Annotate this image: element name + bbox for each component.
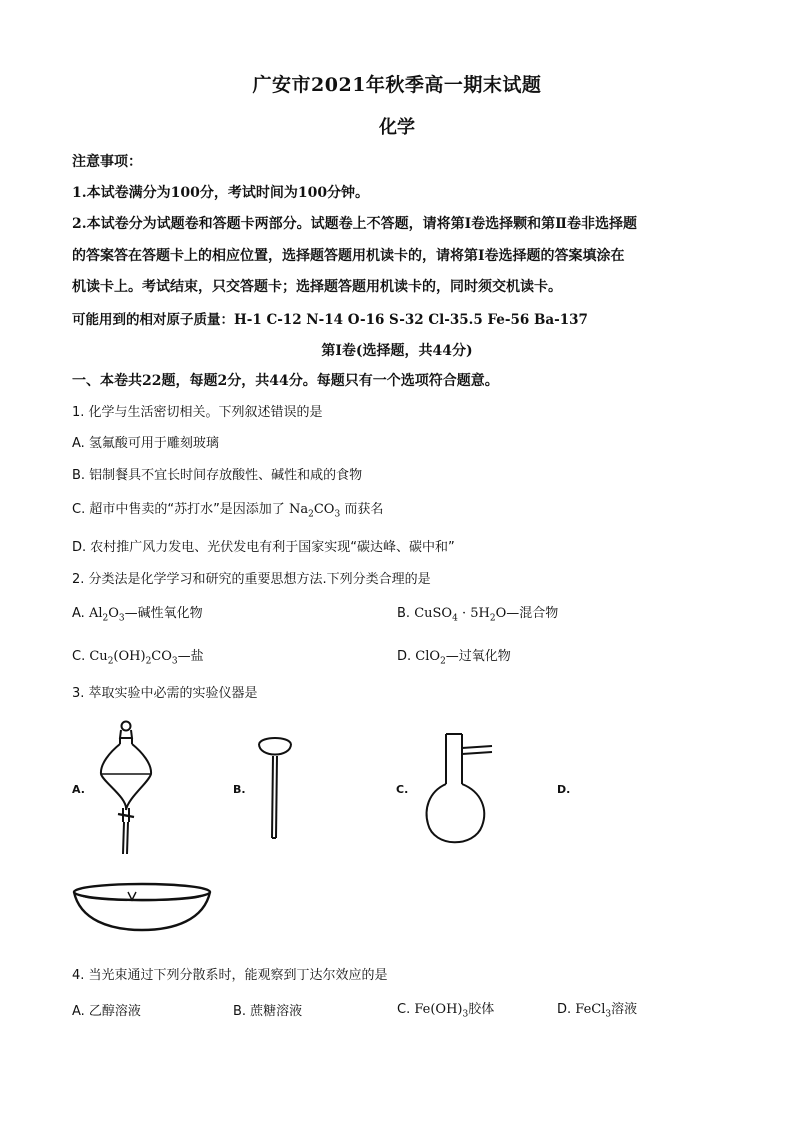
q4-option-d: D. FeCl$_3$溶液 [557,1002,638,1020]
notice-line-2a: 2.本试卷分为试题卷和答题卡两部分。试题卷上不答题，请将第Ⅰ卷选择颗和第Ⅱ卷非选择题 [72,216,637,232]
notice-heading: 注意事项： [72,154,142,170]
q1-option-a: A. 氢氟酸可用于雕刻玻璃 [72,436,219,451]
q2-option-d: D. ClO$_2$—过氧化物 [397,649,511,667]
q1-stem: 1. 化学与生活密切相关。下列叙述错误的是 [72,405,323,420]
page-title: 广安市2021年秋季高一期末试题 [252,74,542,96]
q3-option-a-label: A. [72,783,85,796]
section-instruction: 一、本卷共22题，每题2分，共44分。每题只有一个选项符合题意。 [72,373,499,389]
section-heading: 第Ⅰ卷(选择题，共44分) [321,343,473,359]
evaporating-dish-icon [70,876,214,934]
q1-option-c-suffix: 而获名 [344,502,384,517]
q4-option-a: A. 乙醇溶液 [72,1004,141,1019]
q2-stem: 2. 分类法是化学学习和研究的重要思想方法.下列分类合理的是 [72,572,431,587]
q3-option-d-label: D. [557,783,571,796]
q1-option-c [72,498,383,520]
q1-option-c-prefix: C. 超市中售卖的“苏打水”是因添加了 [72,502,285,517]
subject-title: 化学 [379,117,415,138]
q3-stem: 3. 萃取实验中必需的实验仪器是 [72,686,258,701]
q2-option-b: B. CuSO$_4$ · $5H_2O—$混合物 [397,606,559,624]
distilling-flask-icon [422,732,494,850]
q3-option-b-label: B. [233,783,246,796]
q3-option-c-label: C. [396,783,409,796]
q4-option-b: B. 蔗糖溶液 [233,1004,303,1019]
q1-option-d: D. 农村推广风力发电、光伏发电有利于国家实现“碳达峰、碳中和” [72,540,455,555]
q2-option-a: A. $Al_2O_3—$碱性氧化物 [72,606,203,624]
notice-line-2b: 的答案答在答题卡上的相应位置，选择题答题用机读卡的，请将第Ⅰ卷选择题的答案填涂在 [72,248,625,264]
q1-option-b: B. 铝制餐具不宜长时间存放酸性、碱性和咸的食物 [72,468,363,483]
separatory-funnel-icon [98,718,154,858]
notice-line-2c: 机读卡上。考试结束，只交答题卡；选择题答题用机读卡的，同时须交机读卡。 [72,279,562,295]
q4-stem: 4. 当光束通过下列分散系时，能观察到丁达尔效应的是 [72,968,388,983]
thistle-funnel-icon [255,732,295,844]
q4-option-c: C. $Fe(OH)_3$胶体 [397,1002,495,1020]
q2-option-c: C. $Cu_2(OH)_2CO_3—$盐 [72,649,204,667]
atomic-mass-line: 可能用到的相对原子质量：H-1 C-12 N-14 O-16 S-32 Cl-35.5 Fe-56 Ba-137 [72,312,588,328]
notice-line-1: 1.本试卷满分为100分，考试时间为100分钟。 [72,185,370,201]
q1-option-c-formula: $Na_2CO_3$ [288,502,341,520]
